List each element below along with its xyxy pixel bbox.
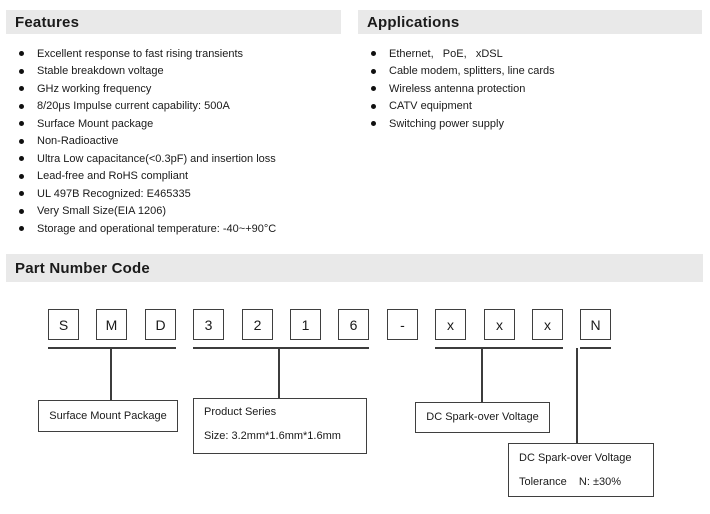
feature-label: Stable breakdown voltage xyxy=(37,65,164,78)
bullet-icon xyxy=(371,121,376,126)
bullet-icon xyxy=(19,69,24,74)
applications-title: Applications xyxy=(367,13,460,31)
bullet-icon xyxy=(19,156,24,161)
part-number-heading xyxy=(6,254,703,282)
features-list xyxy=(6,45,346,238)
feature-item xyxy=(6,168,346,186)
bullet-icon xyxy=(19,191,24,196)
application-item xyxy=(358,63,705,81)
part-char-box: M xyxy=(96,309,127,340)
feature-item xyxy=(6,150,346,168)
connector-line xyxy=(110,348,112,400)
part-char-box: 3 xyxy=(193,309,224,340)
callout-box xyxy=(415,402,550,433)
bullet-icon xyxy=(371,69,376,74)
part-char-box: 1 xyxy=(290,309,321,340)
callout-line: Product Series xyxy=(204,406,277,418)
application-item xyxy=(358,45,705,63)
part-char-box: S xyxy=(48,309,79,340)
bullet-icon xyxy=(371,86,376,91)
bullet-icon xyxy=(19,209,24,214)
connector-line xyxy=(278,348,280,398)
part-char-box: 2 xyxy=(242,309,273,340)
bullet-icon xyxy=(371,104,376,109)
application-label: Wireless antenna protection xyxy=(389,82,526,95)
application-item xyxy=(358,80,705,98)
bullet-icon xyxy=(19,51,24,56)
applications-heading xyxy=(358,10,702,34)
feature-label: Storage and operational temperature: -40~+90°C xyxy=(37,222,277,235)
bullet-icon xyxy=(19,226,24,231)
part-char-box: 6 xyxy=(338,309,369,340)
feature-item xyxy=(6,203,346,221)
part-char-box: x xyxy=(484,309,515,340)
features-title: Features xyxy=(15,13,80,31)
callout-line: DC Spark-over Voltage xyxy=(519,452,632,464)
callout-line: Tolerance N: ±30% xyxy=(519,476,622,488)
connector-line xyxy=(481,348,483,402)
application-label: Ethernet, PoE, xDSL xyxy=(389,47,503,60)
callout-line: Size: 3.2mm*1.6mm*1.6mm xyxy=(204,430,341,442)
group-underline xyxy=(580,347,611,349)
part-char-box: x xyxy=(532,309,563,340)
callout-box xyxy=(38,400,178,432)
feature-label: Non-Radioactive xyxy=(37,135,119,148)
feature-label: Excellent response to fast rising transients xyxy=(37,47,244,60)
feature-label: GHz working frequency xyxy=(37,82,152,95)
connector-line xyxy=(576,348,578,443)
feature-item xyxy=(6,133,346,151)
feature-item xyxy=(6,80,346,98)
application-item xyxy=(358,115,705,133)
feature-item xyxy=(6,98,346,116)
callout-line: DC Spark-over Voltage xyxy=(426,411,539,423)
feature-item xyxy=(6,115,346,133)
part-char-box: x xyxy=(435,309,466,340)
application-label: Cable modem, splitters, line cards xyxy=(389,65,555,78)
feature-item xyxy=(6,63,346,81)
feature-label: 8/20μs Impulse current capability: 500A xyxy=(37,100,230,113)
bullet-icon xyxy=(19,174,24,179)
applications-list xyxy=(358,45,705,133)
feature-item xyxy=(6,45,346,63)
feature-label: Lead-free and RoHS compliant xyxy=(37,170,189,183)
application-label: CATV equipment xyxy=(389,100,472,113)
feature-label: Very Small Size(EIA 1206) xyxy=(37,205,167,218)
bullet-icon xyxy=(19,139,24,144)
feature-item xyxy=(6,185,346,203)
group-underline xyxy=(435,347,563,349)
feature-label: Surface Mount package xyxy=(37,117,154,130)
part-char-box: - xyxy=(387,309,418,340)
feature-label: Ultra Low capacitance(<0.3pF) and insertion loss xyxy=(37,152,276,165)
bullet-icon xyxy=(19,86,24,91)
application-label: Switching power supply xyxy=(389,117,504,130)
part-number-title: Part Number Code xyxy=(15,259,150,277)
group-underline xyxy=(193,347,369,349)
bullet-icon xyxy=(371,51,376,56)
group-underline xyxy=(48,347,176,349)
callout-box xyxy=(508,443,654,497)
bullet-icon xyxy=(19,121,24,126)
callout-box xyxy=(193,398,367,454)
callout-line: Surface Mount Package xyxy=(49,409,167,422)
application-item xyxy=(358,98,705,116)
feature-label: UL 497B Recognized: E465335 xyxy=(37,187,191,200)
bullet-icon xyxy=(19,104,24,109)
part-char-box: D xyxy=(145,309,176,340)
part-char-box: N xyxy=(580,309,611,340)
features-heading xyxy=(6,10,341,34)
feature-item xyxy=(6,220,346,238)
